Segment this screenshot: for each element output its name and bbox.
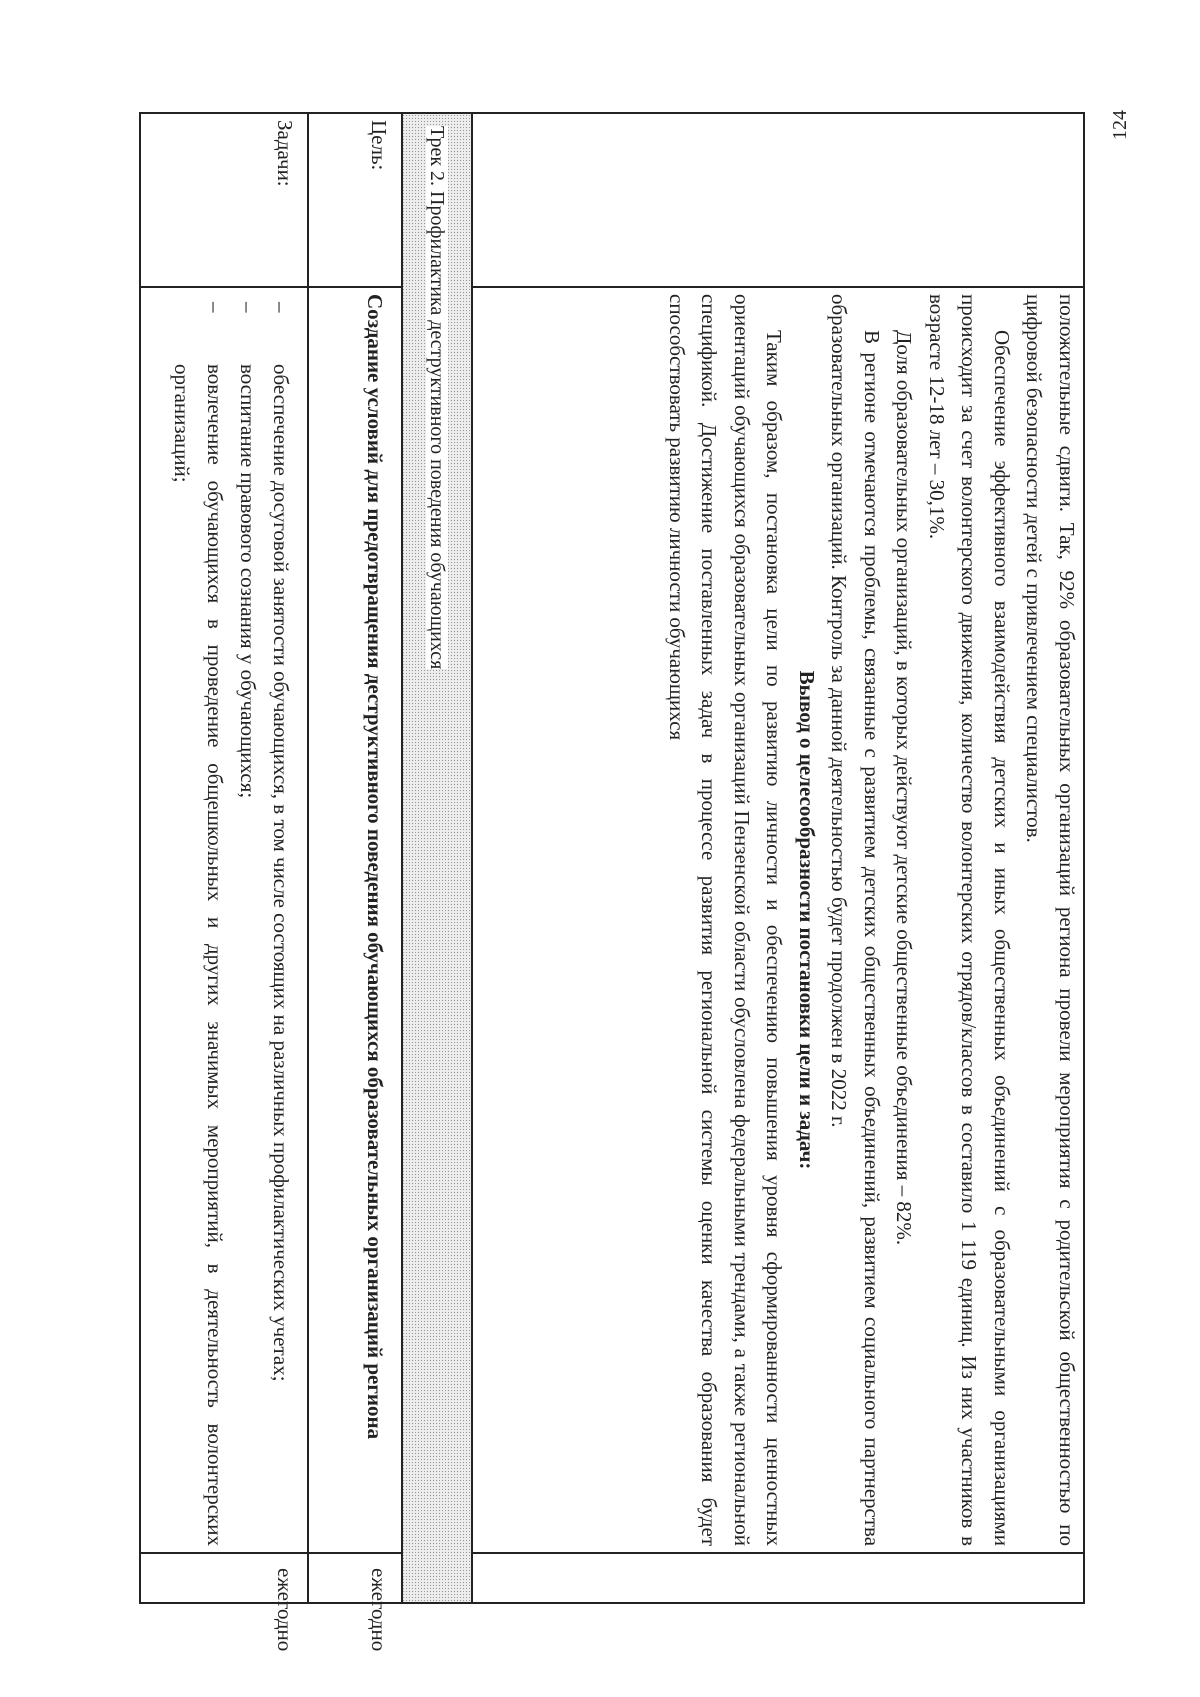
dash-marker: – (269, 302, 293, 313)
paragraph-digital-safety: положительные сдвиги. Так, 92% образовательных организаций региона провели мероприятия с родительской общественностью по цифровой безопасности детей с привлечением специалистов. (1022, 294, 1079, 1547)
task-text: обеспечение досуговой занятости обучающихся, в том числе состоящих на различных профилактических учетах; (269, 364, 293, 1382)
track-row (402, 113, 472, 1603)
task-item (165, 294, 231, 1546)
task-item (231, 294, 264, 1546)
goal-text: Создание условий для предотвращения деструктивного поведения обучающихся образовательных организаций региона (363, 294, 387, 1440)
page-number: 124 (1109, 110, 1131, 140)
track-title: Трек 2. Профилактика деструктивного поведения обучающихся (426, 126, 449, 670)
analysis-row (472, 113, 1084, 1603)
goal-text-cell (308, 287, 402, 1553)
tasks-row (140, 113, 308, 1603)
tasks-list (165, 294, 297, 1546)
task-text: воспитание правового сознания у обучающихся; (236, 364, 260, 799)
dash-marker: – (203, 302, 227, 313)
analysis-text-cell (472, 287, 1084, 1553)
program-table (139, 112, 1085, 1652)
goal-label: Цель: (308, 113, 402, 287)
task-text: вовлечение обучающихся в проведение общешкольных и других значимых мероприятий, в деятельность волонтерских организаций; (170, 364, 227, 1547)
tasks-label: Задачи: (140, 113, 308, 287)
tasks-period: ежегодно (140, 1553, 308, 1603)
paragraph-problems: В регионе отмечаются проблемы, связанные с развитием детских общественных объединений, развитием социального партнерства образовательных организаций. Контроль за данной деятельностью будет продолжен в 2022 г. (827, 294, 884, 1547)
tasks-list-cell (140, 287, 308, 1553)
rotated-page-content (87, 112, 1085, 1652)
dash-marker: – (236, 302, 260, 313)
task-item (264, 294, 297, 1546)
goal-row (308, 113, 402, 1603)
conclusion-heading: Вывод о целесообразности постановки цели и задач: (795, 670, 819, 1170)
analysis-period-cell (472, 1553, 1084, 1603)
paragraph-volunteers: Обеспечение эффективного взаимодействия детских и иных общественных объединений с образовательными организациями происходит за счет волонтерского движения, количество волонтерских отрядов/классов в составило 1 119 единиц. Из них участников в возрасте 12-18 лет – 30,1%. (925, 294, 1014, 1547)
paragraph-share: Доля образовательных организаций, в которых действуют детские общественные объединения – 82%. (892, 330, 917, 1246)
track-title-cell (402, 113, 472, 1603)
analysis-label-cell (472, 113, 1084, 287)
paragraph-conclusion: Таким образом, постановка цели по развитию личности и обеспечению повышения уровня сформированности ценностных ориентаций обучающихся образовательных организаций Пензенской области обусловлена федеральными трендами, а также региональной спецификой. Достижение поставленных задач в процессе развития региональной системы оценки качества образования будет способствовать развитию личности обучающихся (665, 294, 787, 1547)
goal-period: ежегодно (308, 1553, 402, 1603)
